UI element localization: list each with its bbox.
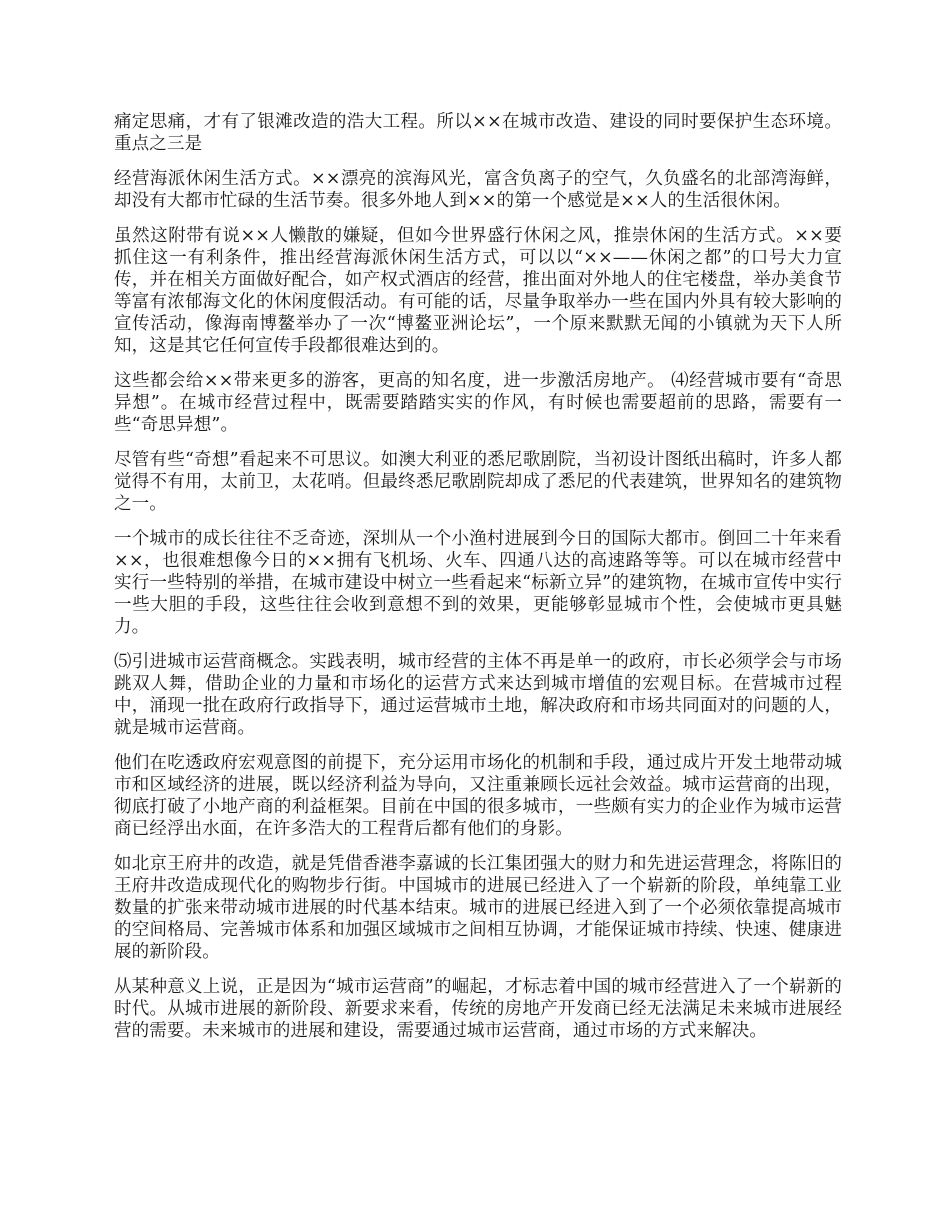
- paragraph-8: 他们在吃透政府宏观意图的前提下，充分运用市场化的机制和手段，通过成片开发土地带动城市和区域经济的进展，既以经济利益为导向，又注重兼顾长远社会效益。城市运营商的出现，彻底打破了小地产商的利益框架。目前在中国的很多城市，一些颇有实力的企业作为城市运营商已经浮出水面，在许多浩大的工程背后都有他们的身影。: [114, 753, 842, 839]
- paragraph-1: 痛定思痛，才有了银滩改造的浩大工程。所以××在城市改造、建设的同时要保护生态环境。 重点之三是: [114, 112, 842, 154]
- paragraph-4: 这些都会给××带来更多的游客，更高的知名度，进一步激活房地产。 ⑷经营城市要有“奇思异想”。在城市经营过程中，既需要踏踏实实的作风，有时候也需要超前的思路，需要有一些“奇思异想”。: [114, 371, 842, 435]
- paragraph-2: 经营海派休闲生活方式。××漂亮的滨海风光，富含负离子的空气，久负盛名的北部湾海鲜，却没有大都市忙碌的生活节奏。很多外地人到××的第一个感觉是××人的生活很休闲。: [114, 169, 842, 211]
- paragraph-6: 一个城市的成长往往不乏奇迹，深圳从一个小渔村进展到今日的国际大都市。倒回二十年来看××，也很难想像今日的××拥有飞机场、火车、四通八达的高速路等等。可以在城市经营中实行一些特别的举措，在城市建设中树立一些看起来“标新立异”的建筑物，在城市宣传中实行一些大胆的手段，这些往往会收到意想不到的效果，更能够彰显城市个性，会使城市更具魅力。: [114, 529, 842, 637]
- paragraph-5: 尽管有些“奇想”看起来不可思议。如澳大利亚的悉尼歌剧院，当初设计图纸出稿时，许多人都觉得不有用，太前卫，太花哨。但最终悉尼歌剧院却成了悉尼的代表建筑，世界知名的建筑物之一。: [114, 450, 842, 514]
- paragraph-9: 如北京王府井的改造，就是凭借香港李嘉诚的长江集团强大的财力和先进运营理念，将陈旧的王府井改造成现代化的购物步行街。中国城市的进展已经进入了一个崭新的阶段，单纯靠工业数量的扩张来带动城市进展的时代基本结束。城市的进展已经进入到了一个必须依靠提高城市的空间格局、完善城市体系和加强区域城市之间相互协调，才能保证城市持续、快速、健康进展的新阶段。: [114, 854, 842, 962]
- paragraph-3: 虽然这附带有说××人懒散的嫌疑，但如今世界盛行休闲之风，推崇休闲的生活方式。××要抓住这一有利条件，推出经营海派休闲生活方式，可以以“××——休闲之都”的口号大力宣传，并在相关方面做好配合，如产权式酒店的经营，推出面对外地人的住宅楼盘，举办美食节等富有浓郁海文化的休闲度假活动。有可能的话，尽量争取举办一些在国内外具有较大影响的宣传活动，像海南博鳌举办了一次“博鳌亚洲论坛”，一个原来默默无闻的小镇就为天下人所知，这是其它任何宣传手段都很难达到的。: [114, 226, 842, 356]
- paragraph-10: 从某种意义上说，正是因为“城市运营商”的崛起，才标志着中国的城市经营进入了一个崭新的时代。从城市进展的新阶段、新要求来看，传统的房地产开发商已经无法满足未来城市进展经营的需要。未来城市的进展和建设，需要通过城市运营商，通过市场的方式来解决。: [114, 977, 842, 1041]
- document-body: [114, 111, 842, 1055]
- paragraph-7: ⑸引进城市运营商概念。实践表明，城市经营的主体不再是单一的政府，市长必须学会与市场跳双人舞，借助企业的力量和市场化的运营方式来达到城市增值的宏观目标。在营城市过程中，涌现一批在政府行政指导下，通过运营城市土地，解决政府和市场共同面对的问题的人，就是城市运营商。: [114, 652, 842, 738]
